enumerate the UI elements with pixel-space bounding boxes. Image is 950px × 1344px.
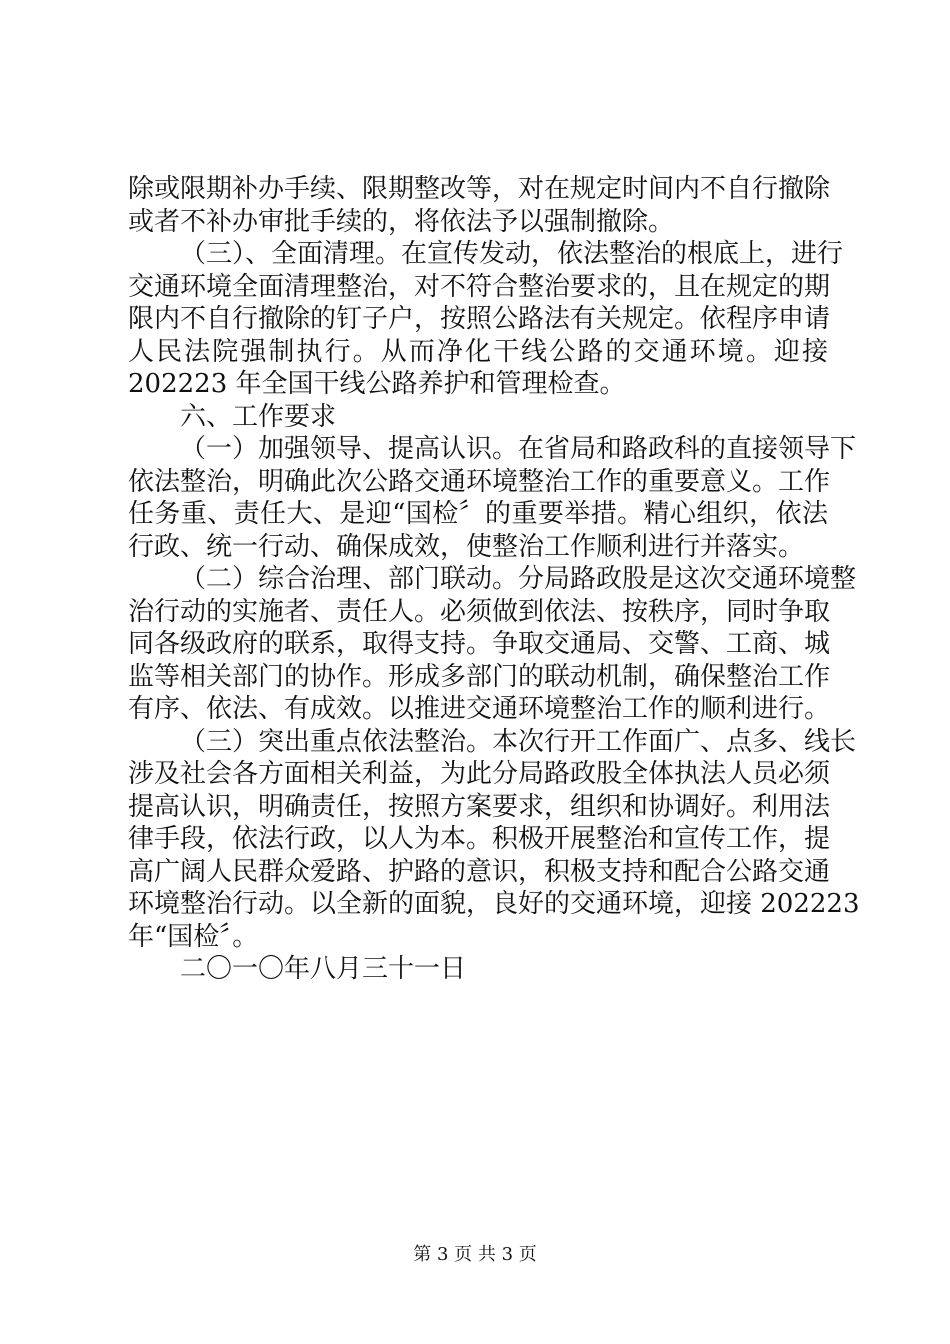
text-line: 除或限期补办手续、限期整改等，对在规定时间内不自行撤除 [128,174,831,204]
text-line: 六、工作要求 [180,401,337,432]
text-line: 年“国检〞。 [128,921,259,952]
text-line: 同各级政府的联系，取得支持。争取交通局、交警、工商、城 [128,629,831,659]
text-line: 监等相关部门的协作。形成多部门的联动机制，确保整治工作 [128,661,831,692]
text-line: 律手段，依法行政，以人为本。积极开展整治和宣传工作，提 [128,824,831,854]
page-footer: 第 3 页 共 3 页 [413,1244,537,1265]
text-line: 202223 年全国干线公路养护和管理检查。 [128,369,626,399]
text-line: 二〇一〇年八月三十一日 [180,954,467,984]
text-line: 或者不补办审批手续的，将依法予以强制撤除。 [128,206,675,237]
text-line: 有序、依法、有成效。以推进交通环境整治工作的顺利进行。 [128,694,831,724]
text-line: 行政、统一行动、确保成效，使整治工作顺利进行并落实。 [128,531,805,562]
text-line: 交通环境全面清理整治，对不符合整治要求的，且在规定的期 [128,271,831,302]
text-line: （一）加强领导、提高认识。在省局和路政科的直接领导下 [180,434,857,464]
text-line: 涉及社会各方面相关利益，为此分局路政股全体执法人员必须 [128,759,831,789]
text-line: 高广阔人民群众爱路、护路的意识，积极支持和配合公路交通 [128,856,831,887]
text-line: 人民法院强制执行。从而净化干线公路的交通环境。迎接 [128,336,828,367]
text-line: 提高认识，明确责任，按照方案要求，组织和协调好。利用法 [128,791,831,822]
document-body [128,173,860,986]
text-line: （三）突出重点依法整治。本次行开工作面广、点多、线长 [180,726,857,757]
text-line: 任务重、责任大、是迎“国检〞的重要举措。精心组织，依法 [128,499,828,529]
text-line: 依法整治，明确此次公路交通环境整治工作的重要意义。工作 [128,466,831,497]
text-line: 限内不自行撤除的钉子户，按照公路法有关规定。依程序申请 [128,304,831,334]
text-line: （三）、全面清理。在宣传发动，依法整治的根底上，进行 [180,239,844,269]
text-line: 治行动的实施者、责任人。必须做到依法、按秩序，同时争取 [128,596,831,627]
text-line: 环境整治行动。以全新的面貌，良好的交通环境，迎接 202223 [128,889,860,919]
text-line: （二）综合治理、部门联动。分局路政股是这次交通环境整 [180,564,857,594]
